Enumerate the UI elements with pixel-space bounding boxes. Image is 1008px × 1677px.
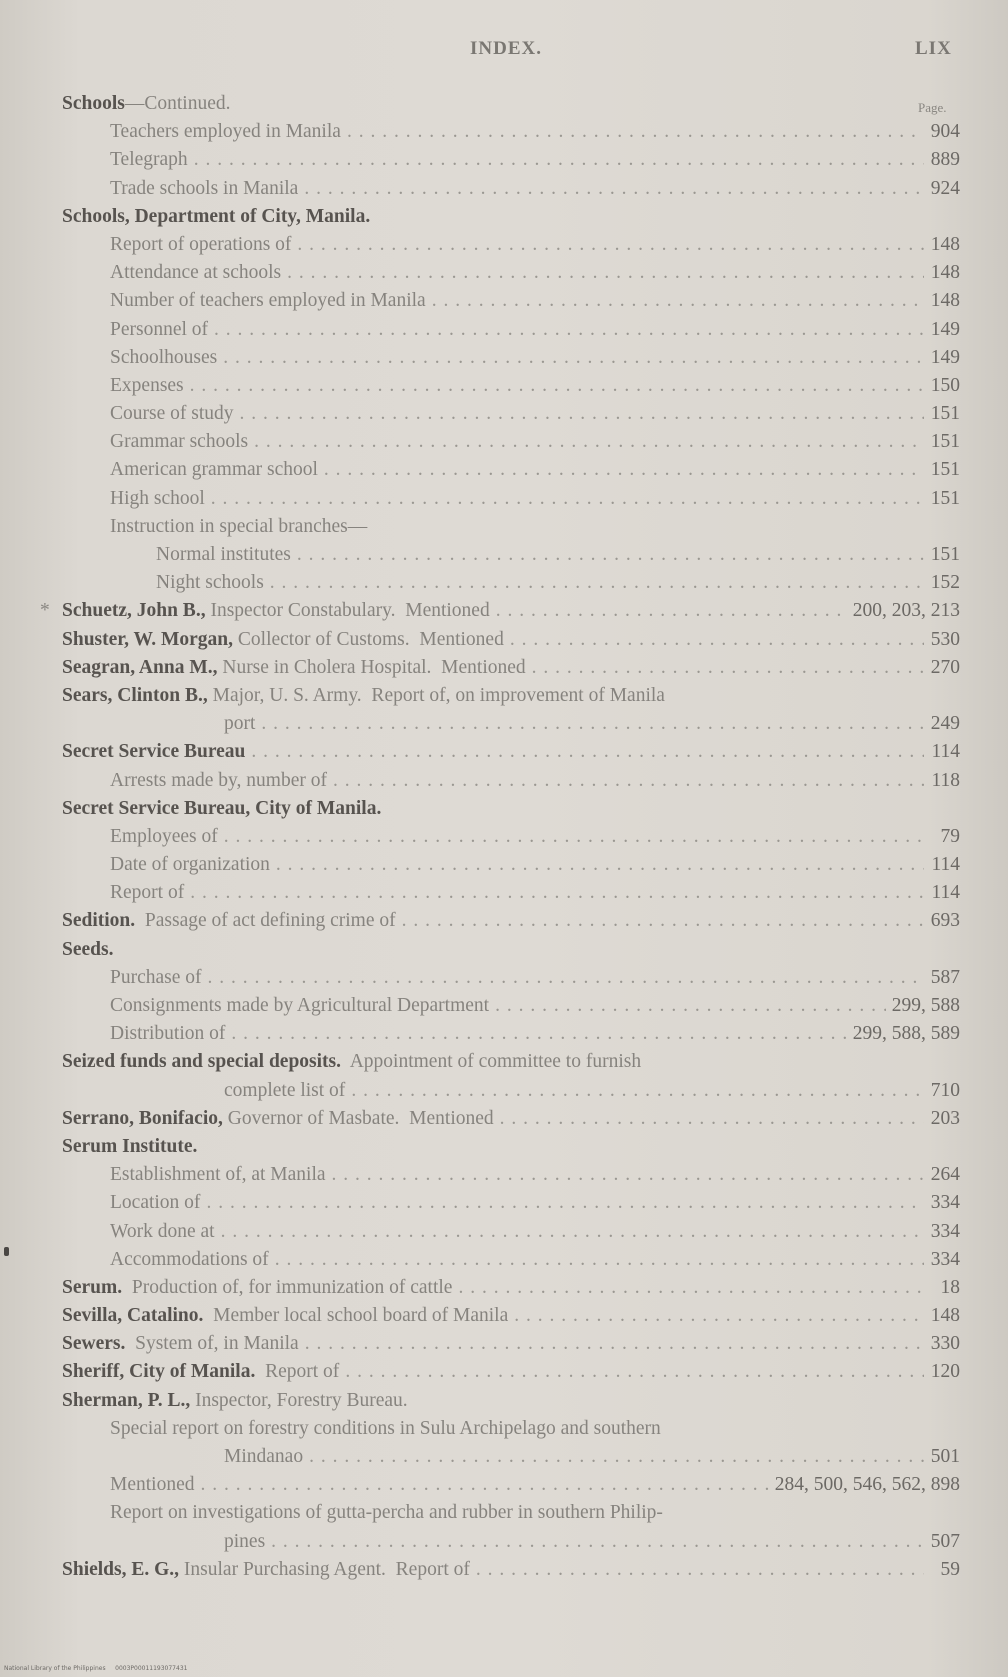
index-entry bbox=[62, 1105, 960, 1133]
index-entry bbox=[62, 1387, 960, 1415]
entry-text: Expenses bbox=[110, 374, 184, 396]
entry-text: Consignments made by Agricultural Department bbox=[110, 995, 490, 1016]
index-entry bbox=[62, 738, 960, 766]
entry-page-ref: 501 bbox=[930, 1446, 960, 1467]
index-entry bbox=[62, 1330, 960, 1358]
dot-leader bbox=[224, 823, 924, 851]
dot-leader bbox=[276, 851, 924, 879]
dot-leader bbox=[214, 316, 924, 344]
index-entry bbox=[62, 1274, 960, 1302]
entry-headword: Sewers. bbox=[62, 1333, 126, 1355]
index-entry bbox=[62, 90, 960, 118]
entry-page-ref: 151 bbox=[930, 544, 960, 565]
dot-leader bbox=[200, 1471, 768, 1499]
index-entry bbox=[62, 456, 960, 484]
entry-text: Number of teachers employed in Manila bbox=[110, 290, 426, 312]
dot-leader bbox=[206, 1189, 924, 1217]
entry-text: Attendance at schools bbox=[110, 262, 282, 284]
entry-page-ref: 334 bbox=[930, 1192, 960, 1214]
entry-text: American grammar school bbox=[110, 459, 318, 481]
entry-page-ref: 79 bbox=[940, 825, 960, 847]
index-entry bbox=[62, 344, 960, 372]
index-entry bbox=[62, 1133, 960, 1161]
header-title: INDEX. bbox=[470, 38, 542, 59]
entry-text: Insular Purchasing Agent. Report of bbox=[179, 1558, 470, 1580]
index-entry bbox=[62, 992, 960, 1020]
entry-page-ref: 120 bbox=[930, 1361, 960, 1383]
index-entry bbox=[62, 1218, 960, 1246]
dot-leader bbox=[347, 118, 924, 146]
index-entry bbox=[62, 767, 960, 795]
entry-page-ref: 334 bbox=[930, 1220, 960, 1242]
entry-headword: Schools, Department of City, Manila. bbox=[62, 205, 371, 227]
index-entry bbox=[40, 597, 960, 625]
index-entry bbox=[62, 964, 960, 992]
index-entry bbox=[62, 1471, 960, 1499]
dot-leader bbox=[305, 1330, 924, 1358]
entry-page-ref: 904 bbox=[930, 121, 960, 143]
index-entry bbox=[62, 1048, 960, 1076]
entry-text: Production of, for immunization of cattle bbox=[122, 1276, 453, 1298]
index-entry bbox=[62, 1499, 960, 1527]
entry-headword: Serum. bbox=[62, 1276, 123, 1298]
index-entry bbox=[62, 541, 960, 569]
dot-leader bbox=[211, 485, 924, 513]
dot-leader bbox=[223, 344, 924, 372]
entry-page-ref: 151 bbox=[930, 459, 960, 481]
entry-headword: Shields, E. G., bbox=[62, 1558, 180, 1580]
margin-ink-mark bbox=[4, 1247, 9, 1256]
header-page-number: LIX bbox=[915, 38, 952, 59]
entry-text: Normal institutes bbox=[156, 544, 291, 565]
scan-footer bbox=[4, 1665, 187, 1672]
dot-leader bbox=[190, 372, 924, 400]
dot-leader bbox=[287, 259, 924, 287]
entry-text: Schoolhouses bbox=[110, 346, 218, 368]
index-entry bbox=[62, 175, 960, 203]
index-entry bbox=[62, 146, 960, 174]
entry-text: Distribution of bbox=[110, 1023, 226, 1045]
entry-page-ref: 507 bbox=[930, 1530, 960, 1552]
entry-text: Mindanao bbox=[224, 1446, 304, 1467]
entry-page-ref: 149 bbox=[930, 346, 960, 368]
index-entry bbox=[62, 1443, 960, 1471]
dot-leader bbox=[309, 1443, 924, 1471]
entry-text: Arrests made by, number of bbox=[110, 769, 327, 791]
dot-leader bbox=[275, 1246, 924, 1274]
entry-page-ref: 148 bbox=[930, 262, 960, 284]
index-entry bbox=[62, 795, 960, 823]
index-entry bbox=[62, 287, 960, 315]
entry-text: Night schools bbox=[156, 572, 264, 594]
entry-headword: Seeds. bbox=[62, 938, 114, 960]
dot-leader bbox=[345, 1358, 924, 1386]
entry-text: Course of study bbox=[110, 403, 234, 425]
dot-leader bbox=[332, 1161, 924, 1189]
entry-page-ref: 264 bbox=[930, 1164, 960, 1186]
dot-leader bbox=[351, 1077, 924, 1105]
entry-page-ref: 148 bbox=[930, 233, 960, 255]
entry-text: Member local school board of Manila bbox=[203, 1305, 509, 1327]
entry-page-ref: 114 bbox=[931, 882, 960, 904]
entry-text: pines bbox=[224, 1530, 266, 1552]
entry-text: Establishment of, at Manila bbox=[110, 1164, 326, 1186]
index-entry bbox=[62, 259, 960, 287]
entry-page-ref: 284, 500, 546, 562, 898 bbox=[774, 1474, 960, 1496]
entry-text: Purchase of bbox=[110, 966, 202, 988]
dot-leader bbox=[532, 654, 924, 682]
dot-leader bbox=[261, 710, 924, 738]
entry-page-ref: 151 bbox=[930, 487, 960, 509]
index-entry bbox=[62, 682, 960, 710]
entry-headword: Schools bbox=[62, 93, 125, 114]
page-header bbox=[0, 30, 1008, 70]
entry-page-ref: 18 bbox=[940, 1276, 960, 1298]
entry-page-ref: 151 bbox=[930, 403, 960, 425]
index-entry bbox=[62, 1020, 960, 1048]
entry-page-ref: 114 bbox=[931, 741, 960, 763]
entry-text: Work done at bbox=[110, 1220, 215, 1242]
entry-headword: Seized funds and special deposits. bbox=[62, 1051, 342, 1073]
entry-headword: Serum Institute. bbox=[62, 1135, 198, 1157]
entry-page-ref: 710 bbox=[930, 1079, 960, 1101]
dot-leader bbox=[221, 1218, 924, 1246]
dot-leader bbox=[194, 146, 924, 174]
index-entry bbox=[62, 569, 960, 597]
entry-page-ref: 152 bbox=[930, 572, 960, 594]
entry-page-ref: 270 bbox=[930, 656, 960, 678]
entry-text: Major, U. S. Army. Report of, on improvement of Manila bbox=[207, 684, 665, 706]
entry-text: Accommodations of bbox=[110, 1248, 269, 1270]
entry-headword: Sevilla, Catalino. bbox=[62, 1305, 204, 1327]
entry-text: Collector of Customs. Mentioned bbox=[233, 628, 504, 650]
index-entry bbox=[62, 1358, 960, 1386]
entry-headword: Sedition. bbox=[62, 910, 136, 932]
entry-page-ref: 200, 203, 213 bbox=[852, 600, 960, 622]
entry-text: Appointment of committee to furnish bbox=[341, 1051, 642, 1073]
index-entry bbox=[62, 1246, 960, 1274]
index-entry bbox=[62, 851, 960, 879]
index-entry bbox=[62, 1161, 960, 1189]
dot-leader bbox=[432, 287, 924, 315]
dot-leader bbox=[251, 738, 924, 766]
entry-text: Governor of Masbate. Mentioned bbox=[222, 1107, 494, 1129]
dot-leader bbox=[514, 1302, 924, 1330]
dot-leader bbox=[496, 597, 847, 625]
dot-leader bbox=[476, 1556, 924, 1584]
entry-text: Grammar schools bbox=[110, 431, 249, 453]
entry-page-ref: 299, 588, 589 bbox=[852, 1023, 960, 1045]
entry-page-ref: 330 bbox=[930, 1333, 960, 1355]
index-entry bbox=[62, 823, 960, 851]
dot-leader bbox=[271, 1528, 924, 1556]
entry-page-ref: 59 bbox=[940, 1558, 960, 1580]
entry-text: High school bbox=[110, 487, 205, 509]
index-entry bbox=[62, 1415, 960, 1443]
index-entry bbox=[62, 400, 960, 428]
dot-leader bbox=[297, 541, 924, 569]
entry-headword: Shuster, W. Morgan, bbox=[62, 628, 234, 650]
entry-text: Trade schools in Manila bbox=[110, 177, 299, 199]
index-entry bbox=[62, 626, 960, 654]
margin-mark: * bbox=[40, 600, 50, 622]
entry-text: Passage of act defining crime of bbox=[135, 910, 396, 932]
entry-text: Teachers employed in Manila bbox=[110, 121, 341, 143]
index-entry bbox=[62, 654, 960, 682]
page-column-label: Page. bbox=[918, 100, 947, 115]
entry-page-ref: 150 bbox=[930, 374, 960, 396]
entry-page-ref: 114 bbox=[931, 854, 960, 876]
entry-text: Location of bbox=[110, 1192, 201, 1214]
index-entry bbox=[62, 372, 960, 400]
dot-leader bbox=[231, 1020, 846, 1048]
entry-page-ref: 924 bbox=[930, 177, 960, 199]
entry-text: Mentioned bbox=[110, 1474, 195, 1496]
entry-text: Special report on forestry conditions in Sulu Archipelago and southern bbox=[110, 1417, 661, 1439]
dot-leader bbox=[333, 767, 924, 795]
entry-page-ref: 299, 588 bbox=[891, 995, 960, 1016]
index-entry bbox=[62, 231, 960, 259]
dot-leader bbox=[190, 879, 924, 907]
entry-page-ref: 148 bbox=[930, 290, 960, 312]
entry-text: Employees of bbox=[110, 825, 218, 847]
entry-headword: Sherman, P. L., bbox=[62, 1389, 191, 1411]
entry-page-ref: 889 bbox=[930, 149, 960, 171]
entry-headword: Schuetz, John B., bbox=[62, 600, 206, 622]
entry-text: Report of bbox=[110, 882, 185, 904]
entry-text: System of, in Manila bbox=[125, 1333, 299, 1355]
index-entry bbox=[62, 1189, 960, 1217]
entry-page-ref: 148 bbox=[930, 1305, 960, 1327]
index-entry bbox=[62, 907, 960, 935]
entry-page-ref: 530 bbox=[930, 628, 960, 650]
entry-headword: Seagran, Anna M., bbox=[62, 656, 218, 678]
entry-page-ref: 693 bbox=[930, 910, 960, 932]
dot-leader bbox=[324, 456, 924, 484]
dot-leader bbox=[208, 964, 924, 992]
index-entry bbox=[62, 1528, 960, 1556]
entry-headword: Secret Service Bureau, City of Manila. bbox=[62, 797, 382, 819]
entry-text: Inspector Constabulary. Mentioned bbox=[205, 600, 490, 622]
dot-leader bbox=[304, 175, 924, 203]
index-entry bbox=[62, 316, 960, 344]
index-entry bbox=[62, 485, 960, 513]
entry-text: complete list of bbox=[224, 1079, 346, 1101]
entry-text: Nurse in Cholera Hospital. Mentioned bbox=[217, 656, 526, 678]
index-entry bbox=[62, 1077, 960, 1105]
entry-text: Instruction in special branches— bbox=[110, 515, 368, 537]
entry-text: Report on investigations of gutta-percha and rubber in southern Philip- bbox=[110, 1502, 663, 1524]
entry-page-ref: 203 bbox=[930, 1107, 960, 1129]
dot-leader bbox=[500, 1105, 924, 1133]
entry-page-ref: 249 bbox=[930, 713, 960, 735]
index-entry bbox=[62, 936, 960, 964]
dot-leader bbox=[510, 626, 924, 654]
entry-text: —Continued. bbox=[124, 93, 231, 114]
entry-text: Report of operations of bbox=[110, 233, 292, 255]
index-entries bbox=[40, 90, 960, 1584]
entry-page-ref: 118 bbox=[931, 769, 960, 791]
index-entry bbox=[62, 428, 960, 456]
index-entry bbox=[62, 118, 960, 146]
dot-leader bbox=[402, 907, 924, 935]
dot-leader bbox=[297, 231, 924, 259]
entry-text: Inspector, Forestry Bureau. bbox=[190, 1389, 408, 1411]
entry-headword: Serrano, Bonifacio, bbox=[62, 1107, 223, 1129]
index-entry bbox=[62, 1556, 960, 1584]
footer-credit: National Library of the Philippines bbox=[4, 1665, 106, 1672]
entry-text: Report of bbox=[255, 1361, 340, 1383]
dot-leader bbox=[495, 992, 886, 1020]
footer-code: 0003P00011193077431 bbox=[115, 1665, 188, 1672]
index-entry bbox=[62, 1302, 960, 1330]
entry-text: Date of organization bbox=[110, 854, 270, 876]
dot-leader bbox=[270, 569, 924, 597]
entry-page-ref: 334 bbox=[930, 1248, 960, 1270]
dot-leader bbox=[254, 428, 924, 456]
entry-headword: Sears, Clinton B., bbox=[62, 684, 208, 706]
entry-headword: Secret Service Bureau bbox=[62, 741, 246, 763]
index-entry bbox=[62, 203, 960, 231]
index-entry bbox=[62, 879, 960, 907]
entry-page-ref: 149 bbox=[930, 318, 960, 340]
index-entry bbox=[62, 513, 960, 541]
entry-headword: Sheriff, City of Manila. bbox=[62, 1361, 256, 1383]
index-entry bbox=[62, 710, 960, 738]
entry-text: Telegraph bbox=[110, 149, 188, 171]
entry-text: Personnel of bbox=[110, 318, 209, 340]
dot-leader bbox=[458, 1274, 924, 1302]
dot-leader bbox=[240, 400, 925, 428]
entry-page-ref: 151 bbox=[930, 431, 960, 453]
entry-page-ref: 587 bbox=[930, 966, 960, 988]
entry-text: port bbox=[224, 713, 256, 735]
